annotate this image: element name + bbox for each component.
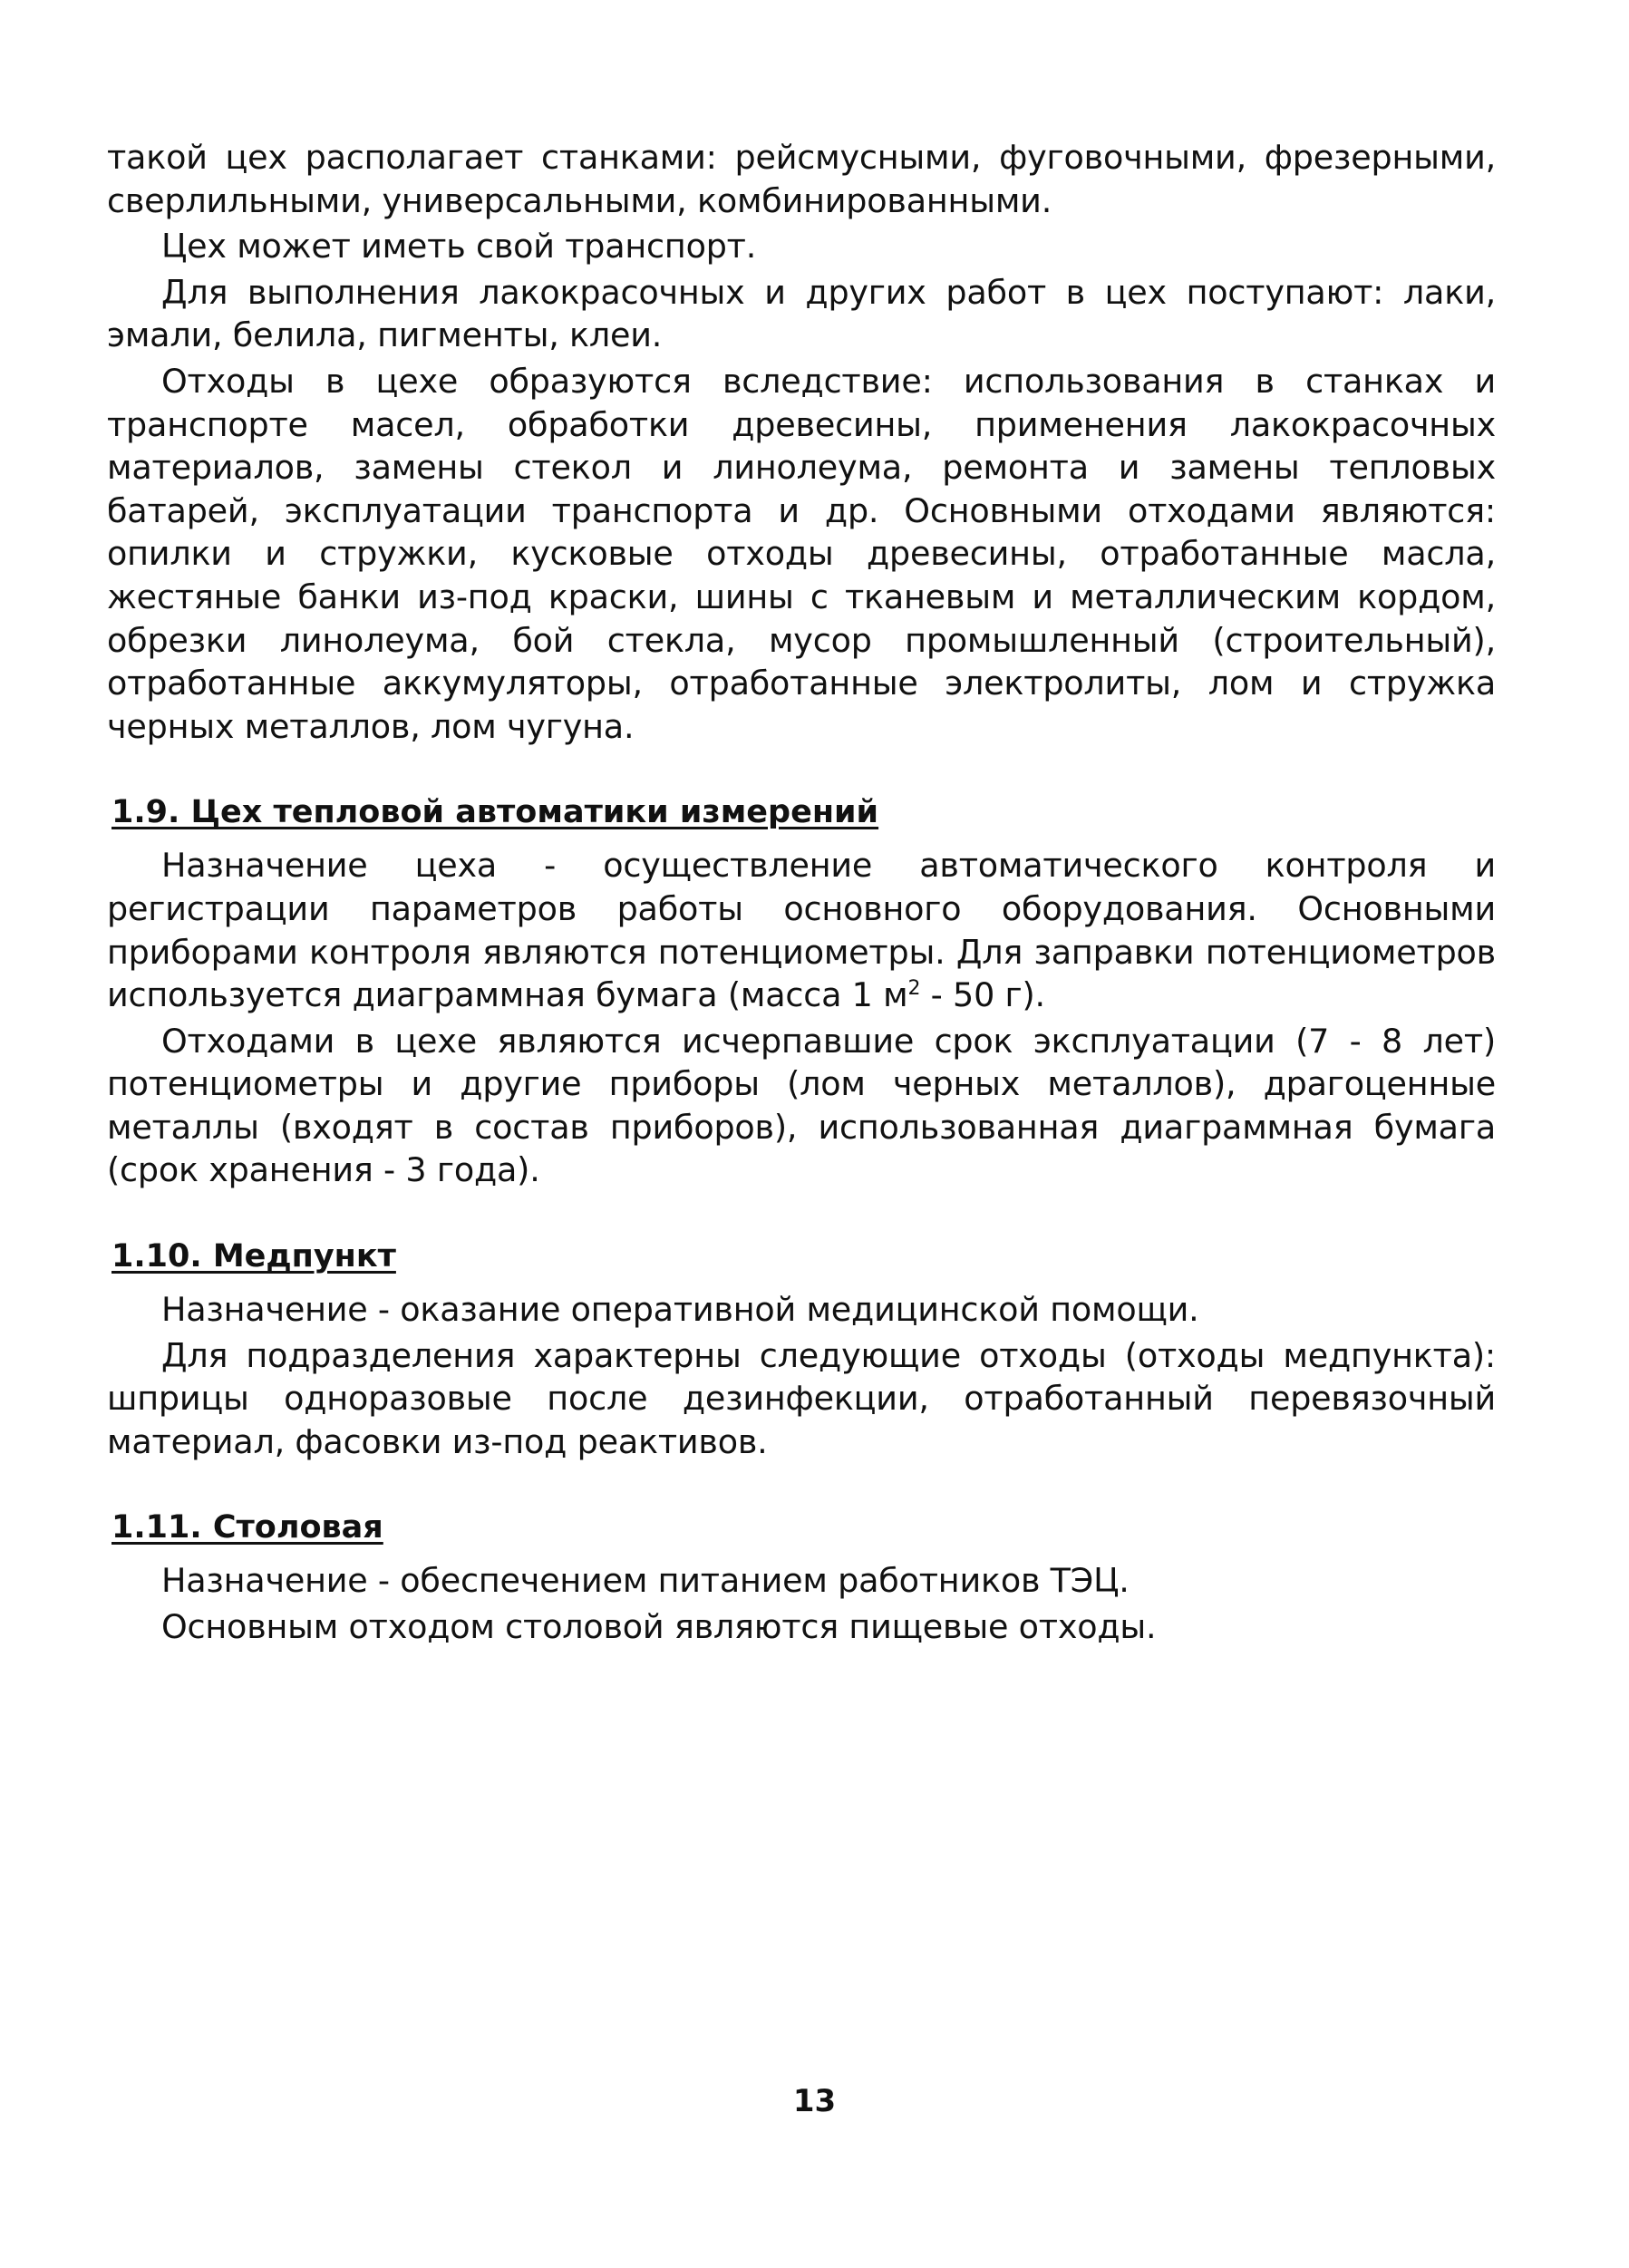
intro-paragraph-1: такой цех располагает станками: рейсмусными, фуговочными, фрезерными, сверлильными, универсальными, комбинированными.: [107, 138, 1496, 220]
intro-paragraph-4: Отходы в цехе образуются вследствие: использования в станках и транспорте масел, обработки древесины, применения лакокрасочных материалов, замены стекол и линолеума, ремонта и замены тепловых батарей, эксплуатации транспорта и др. Основными отходами являются: опилки и стружки, кусковые отходы древесины, отработанные масла, жестяные банки из-под краски, шины с тканевым и металлическим кордом, обрезки линолеума, бой стекла, мусор промышленный (строительный), отработанные аккумуляторы, отработанные электролиты, лом и стружка черных металлов, лом чугуна.: [107, 361, 1496, 746]
section-1-10-paragraph-1: Назначение - оказание оперативной медицинской помощи.: [161, 1290, 1199, 1330]
section-heading-1-10: 1.10. Медпункт: [112, 1238, 396, 1275]
intro-paragraph-3: Для выполнения лакокрасочных и других работ в цех поступают: лаки, эмали, белила, пигменты, клеи.: [107, 272, 1496, 355]
superscript-square: 2: [907, 976, 921, 1000]
section-1-9-paragraph-2: Отходами в цехе являются исчерпавшие срок эксплуатации (7 - 8 лет) потенциометры и другие приборы (лом черных металлов), драгоценные металлы (входят в состав приборов), использованная диаграммная бумага (срок хранения - 3 года).: [107, 1021, 1496, 1190]
document-page: [107, 136, 1496, 1649]
section-1-9-paragraph-1: [107, 844, 1496, 1016]
section-1-9-paragraph-1-tail: - 50 г).: [920, 975, 1045, 1015]
section-1-10-paragraph-2: Для подразделения характерны следующие отходы (отходы медпункта): шприцы одноразовые после дезинфекции, отработанный перевязочный материал, фасовки из-под реактивов.: [107, 1335, 1496, 1461]
section-heading-1-11: 1.11. Столовая: [112, 1509, 383, 1546]
intro-paragraph-2: Цех может иметь свой транспорт.: [161, 227, 757, 267]
section-heading-1-9: 1.9. Цех тепловой автоматики измерений: [112, 794, 879, 831]
section-1-11-paragraph-1: Назначение - обеспечением питанием работников ТЭЦ.: [161, 1561, 1130, 1601]
page-number: 13: [792, 2083, 837, 2119]
section-1-9-paragraph-1-text: Назначение цеха - осуществление автоматического контроля и регистрации параметров работы основного оборудования. Основными приборами контроля являются потенциометры. Для заправки потенциометров используется диаграммная бумага (масса 1 м: [107, 846, 1496, 1015]
section-1-11-paragraph-2: Основным отходом столовой являются пищевые отходы.: [161, 1607, 1157, 1647]
